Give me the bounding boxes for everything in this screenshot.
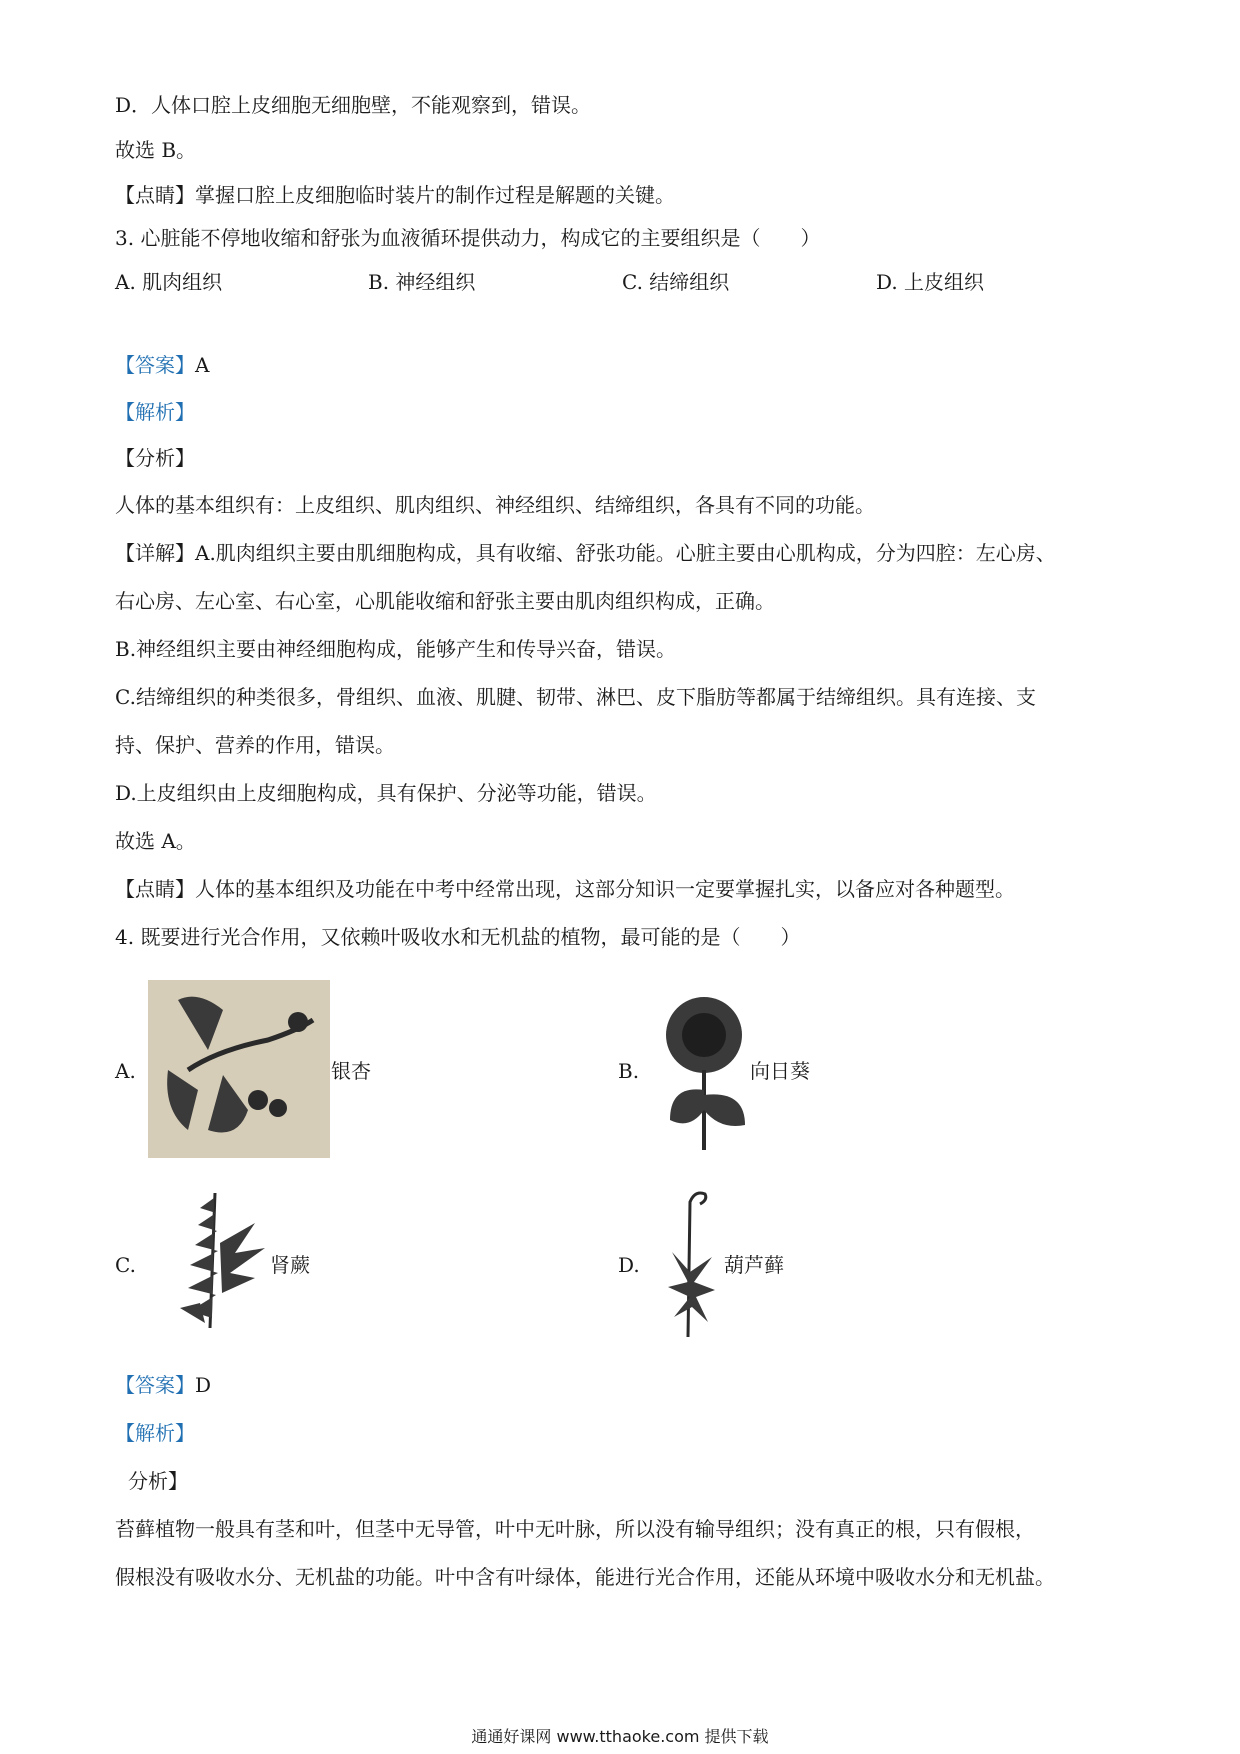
q4-option-c-letter: C.	[115, 1253, 136, 1277]
answer-line	[115, 350, 209, 380]
dianjing-line	[115, 874, 1015, 904]
fenxi-tag: 【分析】	[115, 446, 195, 470]
answer-line	[115, 1370, 211, 1400]
question-3: 3. 心脏能不停地收缩和舒张为血液循环提供动力，构成它的主要组织是（ ）	[115, 226, 821, 250]
text-line: 右心房、左心室、右心室，心肌能收缩和舒张主要由肌肉组织构成，正确。	[115, 589, 775, 613]
text-line: 故选 A。	[115, 829, 196, 853]
q4-option-c-name: 肾蕨	[270, 1253, 310, 1277]
text-line: 苔藓植物一般具有茎和叶，但茎中无导管，叶中无叶脉，所以没有输导组织；没有真正的根，只有假根，	[115, 1517, 1035, 1541]
answer-value: D	[195, 1373, 212, 1397]
text-line: B.神经组织主要由神经细胞构成，能够产生和传导兴奋，错误。	[115, 637, 677, 661]
q4-option-d-letter: D.	[618, 1253, 640, 1277]
q3-option-a: A. 肌肉组织	[115, 270, 223, 294]
moss-image	[660, 1182, 720, 1342]
ginkgo-image	[148, 980, 330, 1158]
text-line: D.上皮组织由上皮细胞构成，具有保护、分泌等功能，错误。	[115, 781, 657, 805]
fenxi-tag: 分析】	[128, 1469, 188, 1493]
dianjing-text: 人体的基本组织及功能在中考中经常出现，这部分知识一定要掌握扎实，以备应对各种题型。	[195, 877, 1015, 901]
q3-option-c: C. 结缔组织	[622, 270, 730, 294]
text-line: 【详解】A.肌肉组织主要由肌细胞构成，具有收缩、舒张功能。心脏主要由心肌构成，分为四腔：左心房、	[115, 541, 1056, 565]
q4-option-b-name: 向日葵	[750, 1059, 810, 1083]
text-line: D．人体口腔上皮细胞无细胞壁，不能观察到，错误。	[115, 93, 592, 117]
answer-tag: 【答案】	[115, 1373, 195, 1397]
q4-option-a-name: 银杏	[331, 1059, 371, 1083]
dianjing-line	[115, 180, 675, 210]
text-line: 持、保护、营养的作用，错误。	[115, 733, 395, 757]
q4-option-d-name: 葫芦藓	[724, 1253, 784, 1277]
answer-tag: 【答案】	[115, 353, 195, 377]
text-line: 假根没有吸收水分、无机盐的功能。叶中含有叶绿体，能进行光合作用，还能从环境中吸收水分和无机盐。	[115, 1565, 1055, 1589]
page-footer: 通通好课网 www.tthaoke.com 提供下载	[471, 1727, 769, 1746]
text-line: 故选 B。	[115, 138, 197, 162]
dianjing-tag: 【点睛】	[115, 877, 195, 901]
answer-value: A	[195, 353, 210, 377]
dianjing-text: 掌握口腔上皮细胞临时装片的制作过程是解题的关键。	[195, 183, 675, 207]
sunflower-image	[660, 990, 752, 1152]
q3-option-d: D. 上皮组织	[876, 270, 985, 294]
question-4: 4. 既要进行光合作用，又依赖叶吸收水和无机盐的植物，最可能的是（ ）	[115, 925, 801, 949]
jiexi-tag: 【解析】	[115, 1421, 195, 1445]
q4-option-b-letter: B.	[618, 1059, 640, 1083]
text-line: C.结缔组织的种类很多，骨组织、血液、肌腱、韧带、淋巴、皮下脂肪等都属于结缔组织。具有连接、支	[115, 685, 1036, 709]
dianjing-tag: 【点睛】	[115, 183, 195, 207]
text-line: 人体的基本组织有：上皮组织、肌肉组织、神经组织、结缔组织，各具有不同的功能。	[115, 493, 875, 517]
fern-image	[160, 1173, 270, 1333]
jiexi-tag: 【解析】	[115, 400, 195, 424]
q3-option-b: B. 神经组织	[368, 270, 476, 294]
q4-option-a-letter: A.	[115, 1059, 136, 1083]
